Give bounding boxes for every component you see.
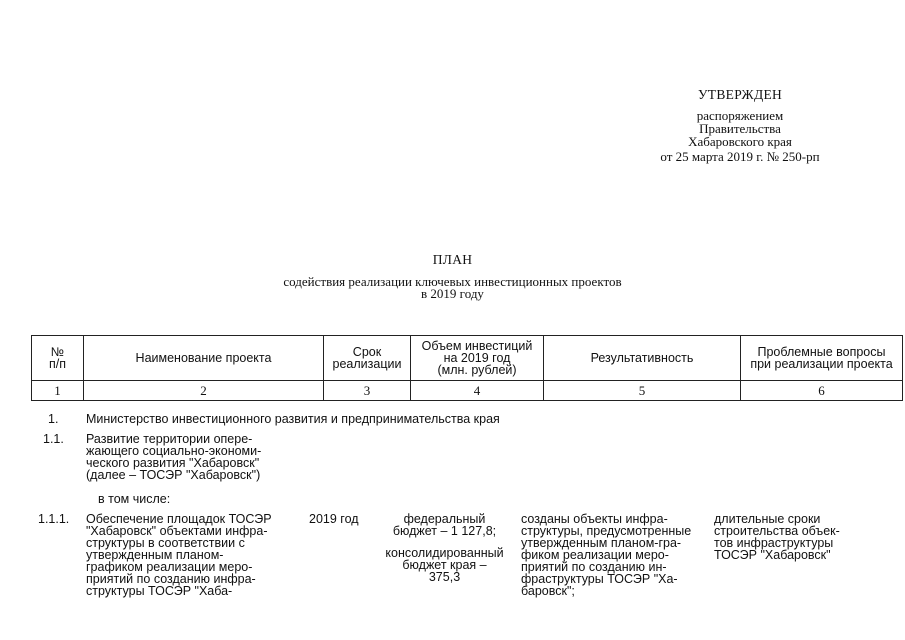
- plan-heading: [210, 254, 695, 301]
- approval-line-3: Хабаровского края: [688, 134, 792, 149]
- plan-subtitle-2: в 2019 году: [421, 286, 484, 301]
- col-number-3: 3: [324, 381, 411, 401]
- row-1-ministry: Министерство инвестиционного развития и предпринимательства края: [86, 412, 500, 426]
- row-1-1-1-name: Обеспечение площадок ТОСЭР "Хабаровск" объектами инфра- структуры в соответствии с утвержденным планом- графиком реализации меро- приятий по созданию инфра- структуры ТОСЭР "Хаба-: [86, 512, 272, 598]
- plan-subtitle-1: содействия реализации ключевых инвестиционных проектов: [283, 273, 622, 289]
- approval-line-4: от 25 марта 2019 г. № 250-рп: [660, 149, 820, 164]
- approval-line-2: Правительства: [699, 121, 781, 136]
- header-number: № п/п: [32, 336, 84, 381]
- col-number-6: 6: [741, 381, 903, 401]
- row-1-1-1-number: 1.1.1.: [38, 512, 70, 526]
- row-1-1-text: Развитие территории опере- жающего социально-экономи- ческого развития "Хабаровск" (далее – ТОСЭР "Хабаровск"): [86, 432, 262, 482]
- row-1-1-1-term: 2019 год: [309, 512, 359, 526]
- including-label: в том числе:: [98, 492, 171, 506]
- header-issues: Проблемные вопросы при реализации проекта: [741, 336, 903, 381]
- header-investment: Объем инвестиций на 2019 год (млн. рублей): [411, 336, 544, 381]
- col-number-5: 5: [544, 381, 741, 401]
- table-header-row: [32, 336, 903, 381]
- col-number-2: 2: [84, 381, 324, 401]
- header-project-name: Наименование проекта: [84, 336, 324, 381]
- approval-line-1: распоряжением: [696, 108, 784, 123]
- plan-table: [31, 335, 903, 401]
- row-1-1-1-result: созданы объекты инфра- структуры, предусмотренные утвержденным планом-гра- фиком реализации меро- приятий по созданию ин- фраструктуры ТОСЭР "Ха- баровск";: [521, 512, 692, 598]
- header-term: Срок реализации: [324, 336, 411, 381]
- approval-block: [640, 88, 840, 163]
- col-number-4: 4: [411, 381, 544, 401]
- col-number-1: 1: [32, 381, 84, 401]
- row-1-1-1-invest-regional: консолидированный бюджет края – 375,3: [385, 546, 504, 584]
- row-1-1-1-issues: длительные сроки строительства объек- тов инфраструктуры ТОСЭР "Хабаровск": [714, 512, 840, 562]
- row-1-number: 1.: [48, 412, 59, 426]
- header-result: Результативность: [544, 336, 741, 381]
- plan-title: ПЛАН: [432, 252, 473, 267]
- approval-title: УТВЕРЖДЕН: [697, 87, 783, 102]
- row-1-1-1-invest-federal: федеральный бюджет – 1 127,8;: [392, 512, 497, 538]
- row-1-1-number: 1.1.: [43, 432, 64, 446]
- table-number-row: [32, 381, 903, 401]
